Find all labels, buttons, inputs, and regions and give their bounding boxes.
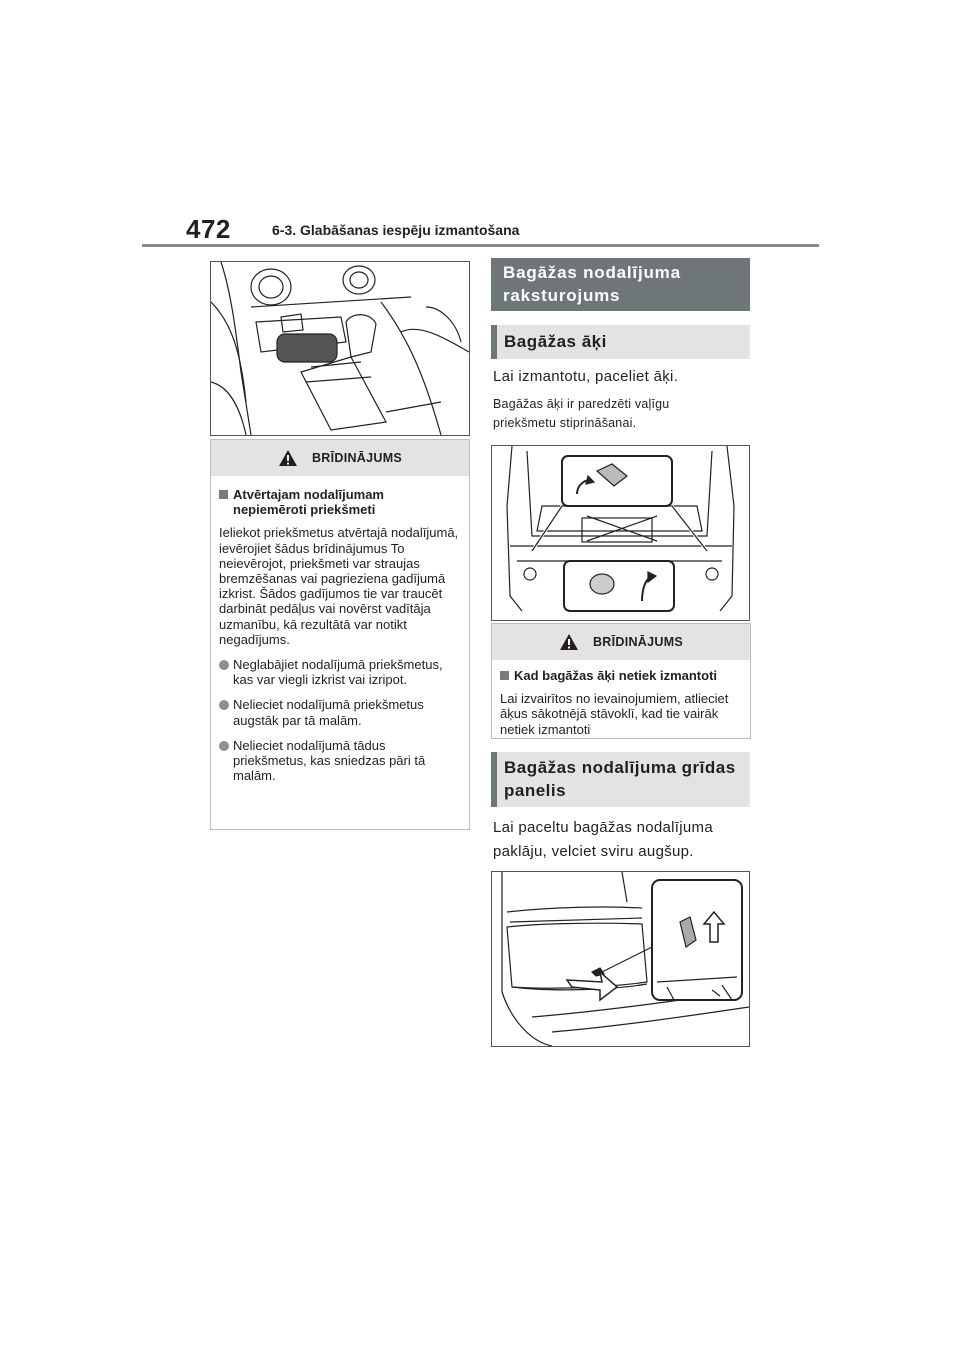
- warning-box-hooks: [491, 623, 751, 739]
- section-title: 6-3. Glabāšanas iespēju izmantošana: [272, 222, 520, 238]
- hooks-note: Bagāžas āķi ir paredzēti vaļīgu priekšmetu stiprināšanai.: [493, 397, 670, 430]
- square-bullet-icon: [500, 671, 509, 680]
- luggage-hooks-illustration: [491, 445, 750, 621]
- warning-bullet: Nelieciet nodalījumā priekšmetus augstāk par tā malām.: [219, 697, 461, 727]
- warning-box-open-compartment: [210, 439, 470, 830]
- floor-panel-heading: Bagāžas nodalījuma grīdas panelis: [491, 752, 750, 807]
- warning-heading: Kad bagāžas āķi netiek izmantoti: [500, 668, 742, 683]
- warning-header: [492, 624, 750, 660]
- warning-triangle-icon: [559, 633, 579, 651]
- warning-bullet: Neglabājiet nodalījumā priekšmetus, kas var viegli izkrist vai izripot.: [219, 657, 461, 687]
- header-rule: [142, 244, 819, 247]
- warning-paragraph: Lai izvairītos no ievainojumiem, atlieciet āķus sākotnējā stāvoklī, kad tie vairāk netiek izmantoti: [500, 691, 729, 737]
- warning-bullet: Nelieciet nodalījumā tādus priekšmetus, kas sniedzas pāri tā malām.: [219, 738, 461, 784]
- warning-heading: Atvērtajam nodalījumam nepiemēroti priekšmeti: [219, 487, 461, 517]
- square-bullet-icon: [219, 490, 228, 499]
- warning-header: [211, 440, 469, 476]
- console-tray-illustration: [210, 261, 470, 436]
- page-number: 472: [186, 214, 231, 244]
- floor-panel-illustration: [491, 871, 750, 1047]
- warning-title: BRĪDINĀJUMS: [592, 635, 684, 649]
- warning-paragraph: Ieliekot priekšmetus atvērtajā nodalījumā, ievērojiet šādus brīdinājumus To neievērojot, priekšmeti var straujas bremzēšanas vai pagrieziena gadījumā izkrist. Šādos gadījumos tie var traucēt darbināt pedāļus vai novērst vadītāja uzmanību, kā rezultātā var notikt negadījums.: [219, 525, 459, 647]
- warning-triangle-icon: [278, 449, 298, 467]
- dot-bullet-icon: [219, 700, 229, 710]
- chapter-banner: Bagāžas nodalījuma raksturojums: [491, 258, 750, 311]
- dot-bullet-icon: [219, 660, 229, 670]
- hooks-heading: Bagāžas āķi: [491, 325, 750, 359]
- hooks-instruction: Lai izmantotu, paceliet āķi.: [493, 368, 679, 385]
- floor-panel-instruction: Lai paceltu bagāžas nodalījuma paklāju, velciet sviru augšup.: [493, 819, 713, 860]
- dot-bullet-icon: [219, 741, 229, 751]
- warning-title: BRĪDINĀJUMS: [311, 451, 403, 465]
